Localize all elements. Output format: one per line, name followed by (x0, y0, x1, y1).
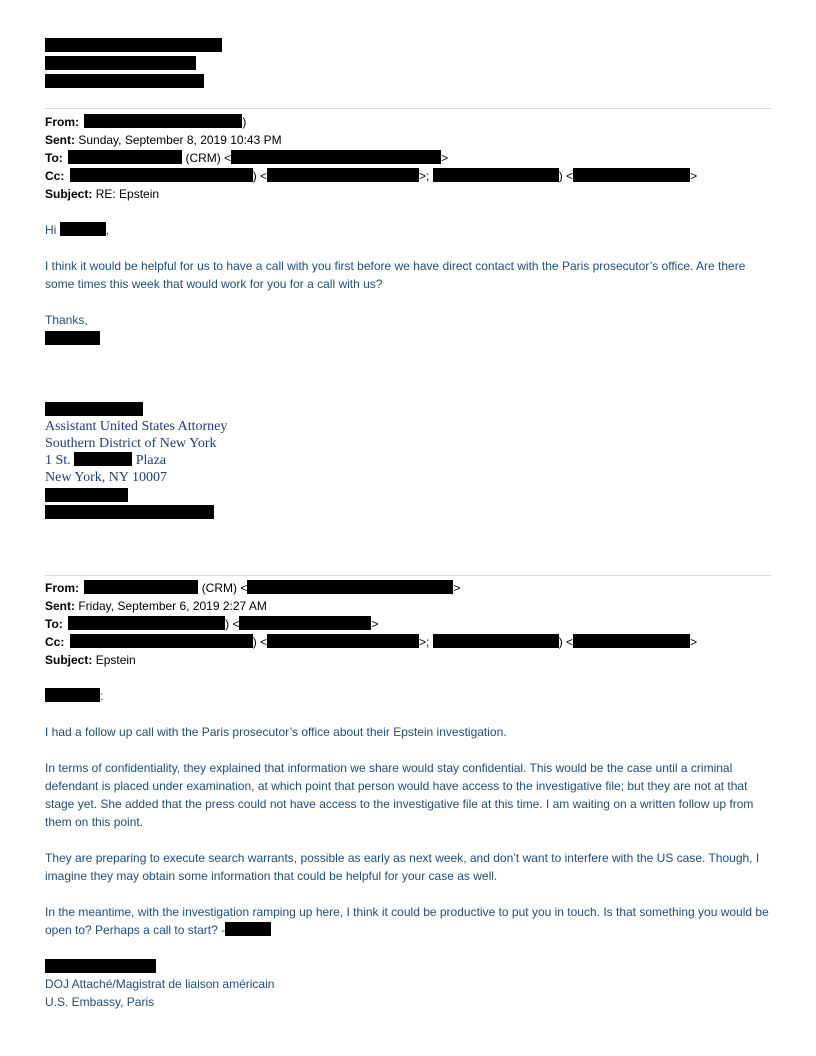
separator-rule (45, 575, 771, 576)
subject-line: Subject: RE: Epstein (45, 187, 160, 201)
redaction (573, 168, 690, 182)
redaction (433, 634, 559, 648)
redaction (84, 580, 198, 594)
redaction (573, 634, 690, 648)
redaction (45, 402, 143, 416)
signature-district: Southern District of New York (45, 436, 217, 451)
subject-value: Epstein (95, 653, 136, 667)
signature-title: Assistant United States Attorney (45, 419, 228, 434)
redaction (225, 922, 271, 936)
redaction (60, 222, 106, 236)
paragraph-1: I had a follow up call with the Paris prosecutor’s office about their Epstein investigation. (45, 725, 507, 739)
to-line: To: ) < > (45, 617, 379, 631)
from-line: From: (CRM) < > (45, 581, 461, 595)
cc-line: Cc: ) < >; ) < > (45, 635, 698, 649)
paragraph-3: They are preparing to execute search warrants, possible as early as next week, and don’t want to interfere with the US case. Though, I imagine they may obtain some information that could be helpful for your case as well. (45, 851, 760, 883)
signature-address: 1 St. Plaza (45, 453, 167, 468)
redaction (433, 168, 559, 182)
signature-location: U.S. Embassy, Paris (45, 995, 155, 1009)
greeting: Hi , (45, 223, 110, 237)
sent-line: Sent: Sunday, September 8, 2019 10:43 PM (45, 133, 282, 147)
from-line: From: ) (45, 115, 247, 129)
redaction (45, 488, 128, 502)
redaction (45, 74, 204, 88)
sent-date: Friday, September 6, 2019 2:27 AM (78, 599, 267, 613)
redaction (45, 688, 100, 702)
redaction (74, 452, 132, 466)
redaction (70, 634, 253, 648)
redaction (267, 634, 419, 648)
signature-title: DOJ Attaché/Magistrat de liaison américain (45, 977, 275, 991)
redaction (239, 616, 371, 630)
signature-city: New York, NY 10007 (45, 470, 167, 485)
redaction (68, 150, 182, 164)
closing: Thanks, (45, 313, 88, 327)
redaction (70, 168, 253, 182)
redaction (84, 114, 242, 128)
separator-rule (45, 108, 771, 109)
cc-line: Cc: ) < >; ) < > (45, 169, 698, 183)
redaction (45, 505, 214, 519)
redaction (68, 616, 225, 630)
sent-date: Sunday, September 8, 2019 10:43 PM (78, 133, 282, 147)
redaction (231, 150, 441, 164)
redaction (45, 56, 196, 70)
redaction (45, 959, 156, 973)
sent-line: Sent: Friday, September 6, 2019 2:27 AM (45, 599, 267, 613)
paragraph-2: In terms of confidentiality, they explained that information we share would stay confidential. This would be the case until a criminal defendant is placed under examination, at which point that person would have access to the investigative file; but they are not at that stage yet. She added that the press could not have access to the investigative file at this time. I am waiting on a written follow up from them on this point. (45, 761, 754, 829)
subject-value: RE: Epstein (95, 187, 160, 201)
salutation: : (45, 687, 103, 705)
redaction (45, 331, 100, 345)
redaction (247, 580, 453, 594)
redaction (45, 38, 222, 52)
redaction (267, 168, 419, 182)
email-body: I think it would be helpful for us to have a call with you first before we have direct contact with the Paris prosecutor’s office. Are there some times this week that would work for you for a call with us? (45, 259, 746, 291)
paragraph-4: In the meantime, with the investigation ramping up here, I think it could be productive to put you in touch. Is that something you would be open to? Perhaps a call to start? - (45, 905, 769, 937)
subject-line: Subject: Epstein (45, 653, 136, 667)
to-line: To: (CRM) < > (45, 151, 449, 165)
